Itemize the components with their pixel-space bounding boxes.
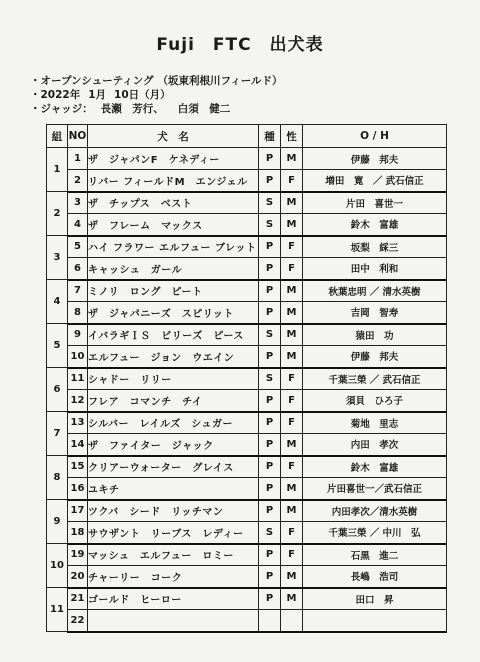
table-row — [47, 324, 447, 346]
sex: M — [281, 434, 303, 456]
dog-name: ザ ジャパンF ケネディー — [88, 148, 259, 170]
breed: P — [259, 302, 281, 324]
breed: P — [259, 346, 281, 368]
event-venue: （坂東利根川フィールド） — [157, 75, 283, 87]
entry-number: 20 — [68, 566, 88, 588]
group-number: 7 — [47, 412, 68, 456]
entry-number: 8 — [68, 302, 88, 324]
date-day: 10日（月） — [114, 89, 171, 101]
owner-handler: 増田 寛 ／ 武石信正 — [303, 170, 447, 192]
table-row — [47, 544, 447, 566]
owner-handler: 片田喜世一／武石信正 — [303, 478, 447, 500]
dog-name: クリアーウォーター グレイス — [88, 456, 259, 478]
sex: M — [281, 192, 303, 214]
header-no: NO — [68, 125, 88, 148]
owner-handler: 千葉三榮 ／ 中川 弘 — [303, 522, 447, 544]
breed: P — [259, 412, 281, 434]
sex: M — [281, 214, 303, 236]
dog-name: シルバー レイルズ シュガー — [88, 412, 259, 434]
table-row — [47, 192, 447, 214]
owner-handler — [303, 610, 447, 632]
dog-name: ザ ジャパニーズ スピリット — [88, 302, 259, 324]
breed: S — [259, 368, 281, 390]
entry-number: 1 — [68, 148, 88, 170]
owner-handler: 坂梨 綵三 — [303, 236, 447, 258]
sex — [281, 610, 303, 632]
judge-label: ・ジャッジ： — [30, 103, 93, 115]
entry-number: 13 — [68, 412, 88, 434]
sex: F — [281, 170, 303, 192]
dog-name: リバー フィールドM エンジェル — [88, 170, 259, 192]
owner-handler: 石黒 進二 — [303, 544, 447, 566]
sex: M — [281, 302, 303, 324]
event-label: ・オープンシューティング — [30, 75, 154, 87]
group-number: 8 — [47, 456, 68, 500]
table-row — [47, 236, 447, 258]
breed: P — [259, 258, 281, 280]
dog-name: ゴールド ヒーロー — [88, 588, 259, 610]
dog-name: ハイ フラワー エルフュー ブレット — [88, 236, 259, 258]
owner-handler: 鈴木 富雄 — [303, 214, 447, 236]
table-body — [47, 148, 447, 632]
table-row — [47, 522, 447, 544]
sex: M — [281, 148, 303, 170]
entry-number: 4 — [68, 214, 88, 236]
owner-handler: 田中 利和 — [303, 258, 447, 280]
sex: F — [281, 236, 303, 258]
group-number: 10 — [47, 544, 68, 588]
dog-name — [88, 610, 259, 632]
owner-handler: 菊地 里志 — [303, 412, 447, 434]
table-row — [47, 258, 447, 280]
group-number: 2 — [47, 192, 68, 236]
group-number: 1 — [47, 148, 68, 192]
header-group: 組 — [47, 125, 68, 148]
date-year: ・2022年 — [30, 89, 81, 101]
dog-name: マッシュ エルフュー ロミー — [88, 544, 259, 566]
table-row — [47, 566, 447, 588]
dog-name: エルフュー ジョン ウエイン — [88, 346, 259, 368]
owner-handler: 伊藤 邦夫 — [303, 148, 447, 170]
entry-number: 14 — [68, 434, 88, 456]
entry-number: 2 — [68, 170, 88, 192]
sex: F — [281, 390, 303, 412]
sex: M — [281, 280, 303, 302]
judge-line — [30, 101, 230, 116]
dog-name: イバラギＩＳ ビリーズ ピース — [88, 324, 259, 346]
table-row — [47, 302, 447, 324]
sex: M — [281, 478, 303, 500]
sex: M — [281, 588, 303, 610]
breed: S — [259, 324, 281, 346]
dog-name: シャドー リリー — [88, 368, 259, 390]
sex: F — [281, 368, 303, 390]
owner-handler: 片田 喜世一 — [303, 192, 447, 214]
sex: M — [281, 500, 303, 522]
owner-handler: 鈴木 富雄 — [303, 456, 447, 478]
sex: F — [281, 258, 303, 280]
sex: F — [281, 544, 303, 566]
table-row — [47, 588, 447, 610]
entry-number: 22 — [68, 610, 88, 632]
sex: M — [281, 324, 303, 346]
owner-handler: 吉岡 智寿 — [303, 302, 447, 324]
sex: M — [281, 566, 303, 588]
date-month: 1月 — [88, 89, 107, 101]
dog-name: ザ ファイター ジャック — [88, 434, 259, 456]
table-row — [47, 390, 447, 412]
owner-handler: 須貝 ひろ子 — [303, 390, 447, 412]
owner-handler: 秋葉忠明 ／ 清水英樹 — [303, 280, 447, 302]
sex: M — [281, 346, 303, 368]
table-row — [47, 434, 447, 456]
breed: P — [259, 236, 281, 258]
header-name: 犬 名 — [88, 125, 259, 148]
owner-handler: 内田 孝次 — [303, 434, 447, 456]
date-line — [30, 87, 171, 102]
entry-number: 19 — [68, 544, 88, 566]
entry-number: 5 — [68, 236, 88, 258]
judge-2: 白須 健二 — [177, 103, 231, 115]
dog-name: フレア コマンチ チイ — [88, 390, 259, 412]
breed: S — [259, 214, 281, 236]
header-sex: 性 — [281, 125, 303, 148]
table-row — [47, 500, 447, 522]
group-number: 11 — [47, 588, 68, 632]
owner-handler: 田口 昇 — [303, 588, 447, 610]
entry-number: 9 — [68, 324, 88, 346]
breed — [259, 610, 281, 632]
dog-name: サウザント リーブス レディー — [88, 522, 259, 544]
breed: S — [259, 522, 281, 544]
breed: P — [259, 500, 281, 522]
table-row — [47, 214, 447, 236]
sex: F — [281, 522, 303, 544]
breed: P — [259, 588, 281, 610]
entry-number: 18 — [68, 522, 88, 544]
breed: P — [259, 566, 281, 588]
table-row — [47, 610, 447, 632]
table-row — [47, 478, 447, 500]
group-number: 9 — [47, 500, 68, 544]
dog-name: ツクバ シード リッチマン — [88, 500, 259, 522]
table-row — [47, 280, 447, 302]
header-breed: 種 — [259, 125, 281, 148]
entry-number: 12 — [68, 390, 88, 412]
breed: P — [259, 390, 281, 412]
dog-name: チャーリー コーク — [88, 566, 259, 588]
group-number: 3 — [47, 236, 68, 280]
page-title: Fuji FTC 出犬表 — [156, 35, 324, 55]
group-number: 4 — [47, 280, 68, 324]
entry-number: 6 — [68, 258, 88, 280]
owner-handler: 猿田 功 — [303, 324, 447, 346]
owner-handler: 内田孝次／清水英樹 — [303, 500, 447, 522]
entry-number: 21 — [68, 588, 88, 610]
owner-handler: 長嶋 浩司 — [303, 566, 447, 588]
breed: P — [259, 544, 281, 566]
table-header-row — [47, 125, 447, 148]
breed: P — [259, 478, 281, 500]
owner-handler: 伊藤 邦夫 — [303, 346, 447, 368]
judge-1: 長瀬 芳行、 — [100, 103, 164, 115]
breed: P — [259, 456, 281, 478]
entry-number: 17 — [68, 500, 88, 522]
dog-name: キャッシュ ガール — [88, 258, 259, 280]
event-line — [30, 73, 283, 88]
table-row — [47, 170, 447, 192]
breed: P — [259, 170, 281, 192]
breed: P — [259, 434, 281, 456]
breed: P — [259, 148, 281, 170]
dog-name: ザ フレーム マックス — [88, 214, 259, 236]
breed: P — [259, 280, 281, 302]
entry-number: 7 — [68, 280, 88, 302]
breed: S — [259, 192, 281, 214]
entry-number: 11 — [68, 368, 88, 390]
dog-name: ユキチ — [88, 478, 259, 500]
owner-handler: 千葉三榮 ／ 武石信正 — [303, 368, 447, 390]
entry-number: 10 — [68, 346, 88, 368]
entry-number: 3 — [68, 192, 88, 214]
dog-name: ミノリ ロング ピート — [88, 280, 259, 302]
table-row — [47, 456, 447, 478]
sex: F — [281, 412, 303, 434]
group-number: 6 — [47, 368, 68, 412]
entry-table — [46, 124, 447, 633]
entry-number: 16 — [68, 478, 88, 500]
table-row — [47, 346, 447, 368]
group-number: 5 — [47, 324, 68, 368]
dog-name: ザ チップス ベスト — [88, 192, 259, 214]
table-row — [47, 148, 447, 170]
entry-number: 15 — [68, 456, 88, 478]
table-row — [47, 412, 447, 434]
header-owner: O / H — [303, 125, 447, 148]
table-row — [47, 368, 447, 390]
sex: F — [281, 456, 303, 478]
